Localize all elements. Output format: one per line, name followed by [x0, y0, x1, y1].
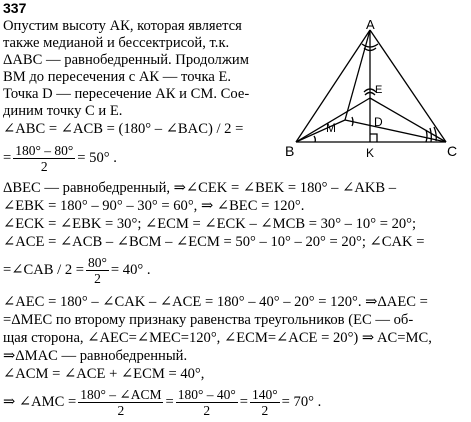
label-c: C: [447, 143, 458, 159]
paragraph1-line-1: Опустим высоту АК, которая является: [3, 18, 242, 34]
label-a: A: [366, 20, 375, 32]
paragraph2-line-4: ∠ACE = ∠ACB – ∠BCM – ∠ECM = 50° – 10° – 20° = 20°; ∠CAK =: [3, 234, 425, 250]
label-b: B: [285, 143, 295, 159]
cak-fraction: [86, 255, 109, 286]
label-d: D: [374, 115, 383, 129]
paragraph1-line-6: диним точку С и Е.: [3, 103, 123, 119]
paragraph3-line-5: ∠ACM = ∠ACE + ∠ECM = 40°,: [3, 366, 205, 382]
amc-eq-2: =: [239, 393, 248, 410]
angle-abc-fraction: [13, 143, 75, 174]
amc-f1-numerator: 180° – ∠ACM: [80, 386, 162, 402]
cak-numerator: 80°: [88, 254, 107, 270]
paragraph3-line-2: =ΔMEC по второму признаку равенства треугольников (ЕС — об-: [3, 312, 414, 328]
amc-result: [3, 384, 321, 420]
amc-fraction-2: [176, 387, 238, 418]
amc-f3-numerator: 140°: [251, 386, 278, 402]
angle-abc-result: [3, 139, 117, 177]
amc-f1-denominator: 2: [117, 402, 125, 418]
amc-f2-numerator: 180° – 40°: [177, 386, 236, 402]
amc-eq-1: =: [165, 393, 174, 410]
amc-prefix: ⇒ ∠AMC =: [3, 394, 77, 410]
angle-abc-line: ∠ABC = ∠ACB = (180° – ∠BAC) / 2 =: [3, 121, 244, 137]
paragraph3-line-4: ⇒ΔMAC — равнобедренный.: [3, 348, 188, 364]
cak-suffix: = 40° .: [110, 261, 151, 278]
paragraph3-line-1: ∠AEC = 180° – ∠CAK – ∠ACE = 180° – 40° – 20° = 120°. ⇒ΔAEC =: [3, 294, 428, 310]
paragraph1-line-5: Точка D — пересечение АК и СМ. Сое-: [3, 86, 250, 102]
paragraph2-line-3: ∠ECK = ∠EBK = 30°; ∠ECM = ∠ECK – ∠MCB = 30° – 10° = 20°;: [3, 216, 417, 232]
cak-result: [3, 252, 151, 288]
amc-suffix: = 70° .: [281, 393, 322, 410]
cak-prefix: =∠CAB / 2 =: [3, 262, 84, 278]
paragraph2-line-1: ΔBEC — равнобедренный, ⇒∠CEK = ∠BEK = 180° – ∠AKB –: [3, 180, 397, 196]
angle-abc-suffix: = 50° .: [77, 149, 117, 166]
amc-fraction-1: [78, 387, 163, 418]
paragraph1-line-3: ΔABC — равнобедренный. Продолжим: [3, 52, 249, 68]
amc-fraction-3: [250, 387, 280, 418]
angle-abc-prefix: =: [3, 149, 12, 166]
paragraph3-line-3: щая сторона, ∠AEC=∠MEC=120°, ∠ECM=∠ACE = 20°) ⇒ AC=MC,: [3, 330, 432, 346]
label-m: M: [326, 121, 336, 135]
paragraph1-line-2: также медианой и бессектрисой, т.к.: [3, 35, 230, 51]
amc-f3-denominator: 2: [261, 402, 269, 418]
triangle-figure: [282, 20, 468, 162]
angle-abc-denominator: 2: [40, 158, 48, 174]
label-e: E: [375, 84, 383, 96]
angle-abc-numerator: 180° – 80°: [15, 142, 74, 158]
amc-f2-denominator: 2: [203, 402, 211, 418]
cak-denominator: 2: [94, 270, 101, 286]
problem-number: 337: [3, 0, 27, 16]
label-k: K: [366, 146, 375, 160]
paragraph2-line-2: ∠EBK = 180° – 90° – 30° = 60°, ⇒ ∠BEC = 120°.: [3, 198, 305, 214]
paragraph1-line-4: ВМ до пересечения с АК — точка Е.: [3, 69, 232, 85]
